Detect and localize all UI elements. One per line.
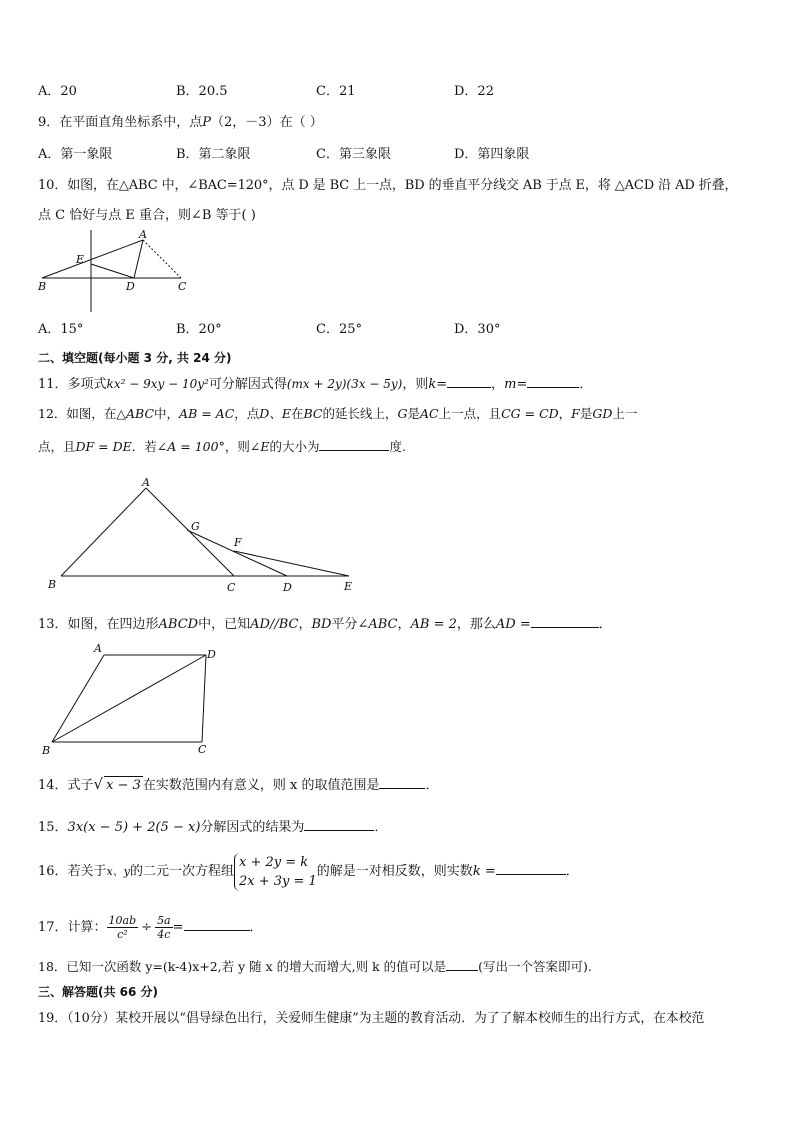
q11-sep: ， xyxy=(491,377,505,392)
q17-denominator-1: c² xyxy=(117,928,128,941)
q13-ab: AB = 2 xyxy=(410,617,457,632)
q13-t6: ，那么 xyxy=(456,617,496,632)
q9-point: P xyxy=(202,115,212,130)
q12-fig-label-b: B xyxy=(48,578,57,591)
q14-answer-blank[interactable] xyxy=(379,775,425,789)
section-2-heading: 二、填空题(每小题 3 分, 共 24 分) xyxy=(38,351,232,365)
q13-bd: BD xyxy=(311,617,332,632)
q17-numerator-2: 5a xyxy=(157,914,171,927)
q8-option-a: A．20 xyxy=(38,84,77,99)
q9-stem-prefix: 9．在平面直角坐标系中，点 xyxy=(38,115,203,130)
q12-fig-label-c: C xyxy=(227,581,236,594)
q17-answer-blank[interactable] xyxy=(184,917,250,931)
q13-t3: ， xyxy=(298,617,312,632)
q10-option-c: C．25° xyxy=(316,322,362,337)
q12-angle-a: ∠A = 100° xyxy=(156,439,225,454)
q12-bc: BC xyxy=(303,406,323,421)
q12-t9: 是 xyxy=(579,406,593,421)
q12-t7: 上一点，且 xyxy=(438,406,502,421)
q13-stem xyxy=(38,614,612,634)
q13-t7: ． xyxy=(598,617,612,632)
q18-answer-blank[interactable] xyxy=(446,957,478,971)
q12-answer-blank[interactable] xyxy=(319,437,389,451)
q9-stem xyxy=(38,114,323,132)
q10-option-b: B．20° xyxy=(176,322,222,337)
q12-t13: ，则 xyxy=(224,439,250,454)
q16-t3: 的解是一对相反数，则实数 xyxy=(316,864,473,879)
q11-factored: (mx + 2y)(3x − 5y) xyxy=(286,377,403,391)
q16-equation-system xyxy=(234,853,317,891)
q13-fig-label-a: A xyxy=(94,642,102,655)
q13-parallel: AD//BC xyxy=(250,617,299,632)
q16-t1: 16．若关于 xyxy=(38,864,107,879)
q12-stem-line2 xyxy=(38,437,406,456)
q11-end: ． xyxy=(579,377,593,392)
q12-ac: AC xyxy=(419,406,439,421)
q10-figure xyxy=(36,228,196,318)
q10-option-a: A．15° xyxy=(38,322,84,337)
q9-option-b: B．第二象限 xyxy=(176,147,251,162)
q12-stem-line1 xyxy=(38,405,637,423)
q16-answer-blank[interactable] xyxy=(496,861,566,875)
q15-stem xyxy=(38,817,387,837)
q12-ab-ac: AB = AC xyxy=(179,406,235,421)
q13-fig-label-b: B xyxy=(42,744,51,757)
q11-stem xyxy=(38,374,592,394)
q8-option-d: D．22 xyxy=(454,84,494,99)
q11-k-blank[interactable] xyxy=(447,374,491,388)
q13-figure xyxy=(38,640,228,758)
q9-option-d: D．第四象限 xyxy=(454,147,530,162)
q15-t2: 分解因式的结果为 xyxy=(200,820,305,835)
q12-df-de: DF = DE xyxy=(75,439,132,454)
q10-fig-label-e: E xyxy=(76,253,85,266)
q16-k: k = xyxy=(472,864,496,879)
q8-option-c: C．21 xyxy=(316,84,356,99)
q10-stem-line2: 点 C 恰好与点 E 重合，则∠B 等于( ) xyxy=(38,208,256,223)
q15-expr: 3x(x − 5) + 2(5 − x) xyxy=(67,820,201,835)
q10-fig-label-b: B xyxy=(38,280,47,293)
q12-t10: 上一 xyxy=(612,406,638,421)
radical-sign: √ xyxy=(93,775,104,793)
q10-fig-label-c: C xyxy=(178,280,187,293)
q17-fraction-2 xyxy=(155,914,173,941)
q12-t11: 点，且 xyxy=(38,439,76,454)
q9-stem-suffix: （2，－3）在（ ） xyxy=(211,115,323,130)
q16-stem xyxy=(38,851,579,893)
q12-fig-label-a: A xyxy=(142,476,150,489)
q13-t2: 中，已知 xyxy=(198,617,251,632)
q11-k: k xyxy=(428,377,437,392)
q12-t5: 的延长线上， xyxy=(322,406,398,421)
q16-t4: ． xyxy=(565,864,579,879)
q12-fig-label-e: E xyxy=(344,580,353,593)
q12-t8: ， xyxy=(558,406,572,421)
q14-t2: 在实数范围内有意义，则 x 的取值范围是 xyxy=(142,778,380,793)
q12-de: D、E xyxy=(259,406,291,421)
q10-fig-label-a: A xyxy=(139,228,147,241)
q11-eq1: = xyxy=(436,377,448,392)
q13-t1: 13．如图，在四边形 xyxy=(38,617,159,632)
q12-t1: 12．如图，在 xyxy=(38,406,117,421)
q8-option-b: B．20.5 xyxy=(176,84,228,99)
q12-fig-label-d: D xyxy=(283,581,292,594)
q13-t5: ， xyxy=(397,617,411,632)
q12-t4: 在 xyxy=(290,406,304,421)
q12-t12: ．若 xyxy=(131,439,157,454)
q12-t14: 的大小为 xyxy=(269,439,320,454)
q17-t2: ． xyxy=(249,920,263,935)
q15-t3: ． xyxy=(374,820,388,835)
q11-m: m xyxy=(504,377,517,392)
q9-option-c: C．第三象限 xyxy=(316,147,391,162)
q10-stem-line1: 10．如图，在△ABC 中，∠BAC=120°，点 D 是 BC 上一点，BD 的垂直平分线交 AB 于点 E，将 △ACD 沿 AD 折叠， xyxy=(38,178,738,193)
q18-text: 18．已知一次函数 y=(k-4)x+2,若 y 随 x 的增大而增大,则 k 的值可以是 xyxy=(38,959,447,974)
q13-abcd: ABCD xyxy=(158,617,199,632)
q15-answer-blank[interactable] xyxy=(304,817,374,831)
q12-t2: 中， xyxy=(154,406,180,421)
q18-end: (写出一个答案即可). xyxy=(478,959,592,974)
q12-gd: GD xyxy=(592,406,613,421)
q14-radicand: x − 3 xyxy=(106,778,141,793)
q13-fig-label-d: D xyxy=(207,648,216,661)
q16-xy: x、y xyxy=(106,865,130,878)
q11-prefix: 11．多项式 xyxy=(38,377,107,392)
q14-t3: ． xyxy=(425,778,439,793)
q10-fig-label-d: D xyxy=(126,280,135,293)
q17-fraction-1 xyxy=(107,914,139,941)
q12-fig-label-g: G xyxy=(191,520,200,533)
q16-t2: 的二元一次方程组 xyxy=(129,864,234,879)
q12-figure xyxy=(44,474,364,596)
q13-t4: 平分 xyxy=(331,617,358,632)
q13-angle: ∠ABC xyxy=(357,617,398,632)
q17-denominator-2: 4c xyxy=(157,928,171,941)
q12-t3: ，点 xyxy=(234,406,260,421)
q18-stem xyxy=(38,957,592,976)
q12-t15: 度. xyxy=(389,439,406,454)
q9-option-a: A．第一象限 xyxy=(38,147,113,162)
section-3-heading: 三、解答题(共 66 分) xyxy=(38,985,159,999)
q17-t1: 17．计算： xyxy=(38,920,107,935)
q17-stem xyxy=(38,910,263,946)
q12-fig-label-f: F xyxy=(234,536,242,549)
q16-eq1: x + 2y = k xyxy=(238,854,309,870)
q12-cg-cd: CG = CD xyxy=(501,406,559,421)
q11-polynomial: kx² − 9xy − 10y² xyxy=(106,377,209,391)
q13-fig-label-c: C xyxy=(198,743,207,756)
q13-ad: AD = xyxy=(495,617,531,632)
q11-mid: 可分解因式得 xyxy=(208,377,287,392)
q15-t1: 15． xyxy=(38,820,68,835)
q14-t1: 14．式子 xyxy=(38,778,94,793)
q11-m-blank[interactable] xyxy=(527,374,579,388)
q11-eq2: = xyxy=(516,377,528,392)
q12-g: G xyxy=(397,406,408,421)
q11-suffix: ，则 xyxy=(402,377,429,392)
q16-eq2: 2x + 3y = 1 xyxy=(238,873,317,889)
q10-option-d: D．30° xyxy=(454,322,501,337)
q17-equals: = xyxy=(172,920,184,935)
q17-divide: ÷ xyxy=(141,920,153,935)
q17-numerator-1: 10ab xyxy=(108,914,137,927)
q12-triangle: △ABC xyxy=(116,406,155,421)
q14-stem xyxy=(38,775,439,795)
q12-angle-e: ∠E xyxy=(249,439,270,454)
q12-t6: 是 xyxy=(407,406,420,421)
q13-answer-blank[interactable] xyxy=(531,614,599,628)
q12-f: F xyxy=(571,406,580,421)
q19-stem: 19．（10分）某校开展以“倡导绿色出行，关爱师生健康”为主题的教育活动．为了了解本校师生的出行方式，在本校范 xyxy=(38,1011,705,1026)
